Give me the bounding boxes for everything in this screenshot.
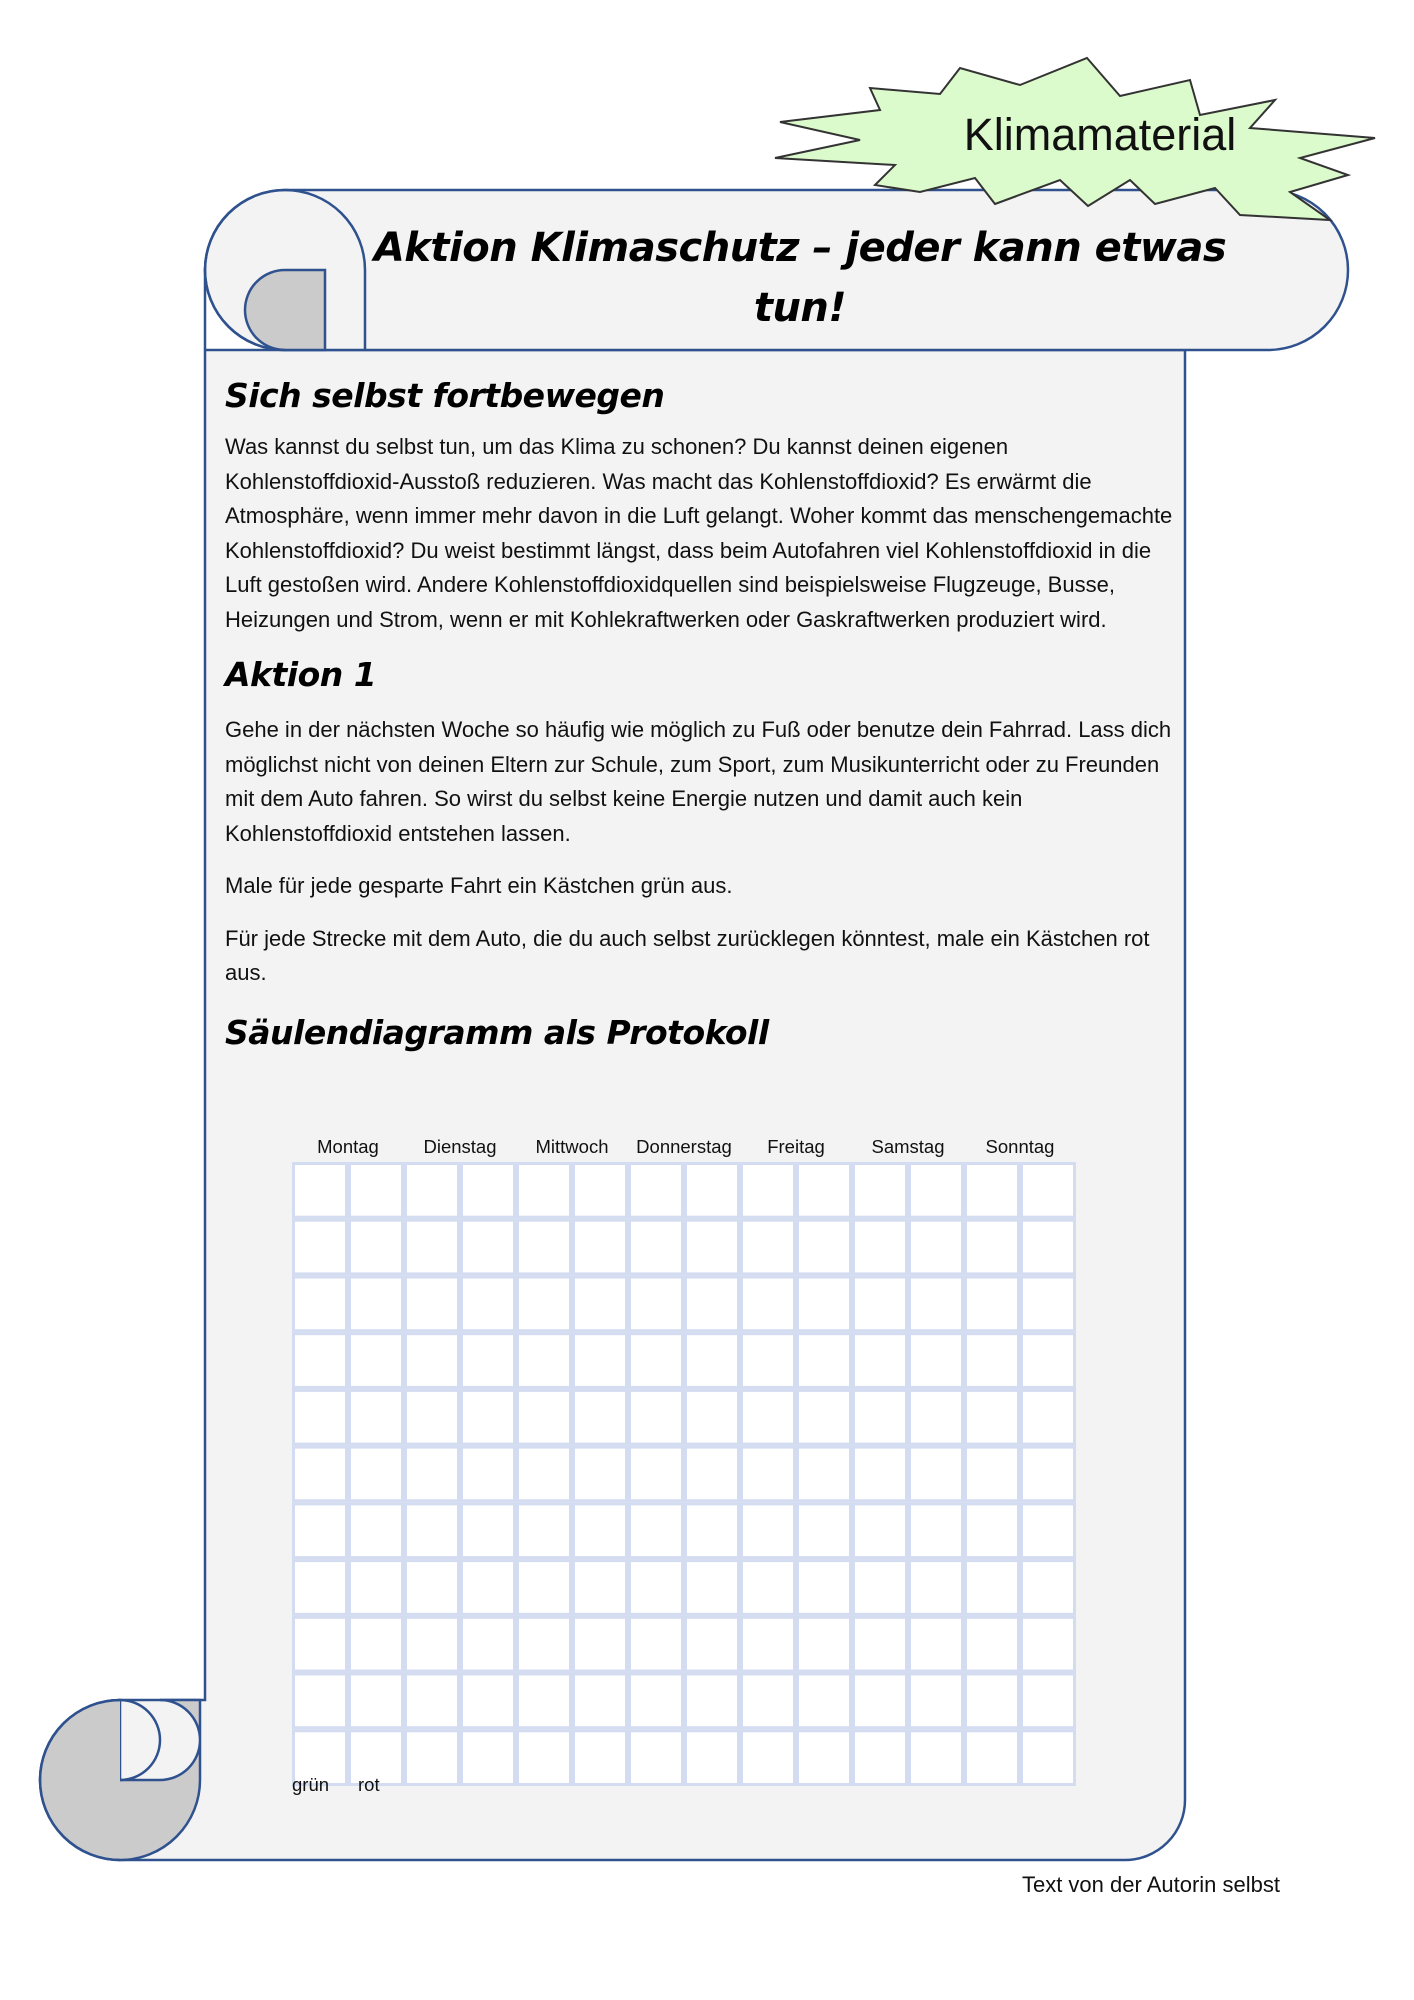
- grid-cell[interactable]: [1022, 1334, 1075, 1388]
- grid-cell[interactable]: [910, 1504, 963, 1558]
- grid-cell[interactable]: [854, 1447, 907, 1501]
- grid-cell[interactable]: [686, 1447, 739, 1501]
- grid-cell[interactable]: [910, 1617, 963, 1671]
- grid-cell[interactable]: [798, 1390, 851, 1444]
- grid-cell[interactable]: [966, 1334, 1019, 1388]
- grid-cell[interactable]: [686, 1220, 739, 1274]
- day-label-monday: Montag: [317, 1136, 379, 1157]
- grid-cell[interactable]: [574, 1674, 627, 1728]
- grid-cell[interactable]: [630, 1334, 683, 1388]
- grid-cell[interactable]: [462, 1561, 515, 1615]
- grid-cell[interactable]: [798, 1334, 851, 1388]
- grid-cell[interactable]: [630, 1674, 683, 1728]
- grid-cell[interactable]: [294, 1561, 347, 1615]
- grid-cell[interactable]: [406, 1504, 459, 1558]
- grid-cell[interactable]: [406, 1617, 459, 1671]
- scroll-top-curl: [245, 270, 325, 350]
- grid-cell[interactable]: [406, 1561, 459, 1615]
- grid-cell[interactable]: [854, 1504, 907, 1558]
- grid-cell[interactable]: [686, 1390, 739, 1444]
- grid-cell[interactable]: [294, 1617, 347, 1671]
- grid-cell[interactable]: [686, 1617, 739, 1671]
- grid-cell[interactable]: [966, 1277, 1019, 1331]
- grid-cell[interactable]: [910, 1731, 963, 1785]
- grid-cell[interactable]: [686, 1731, 739, 1785]
- grid-cell[interactable]: [630, 1220, 683, 1274]
- grid-cell[interactable]: [798, 1617, 851, 1671]
- grid-cell[interactable]: [686, 1674, 739, 1728]
- grid-cell[interactable]: [686, 1504, 739, 1558]
- grid-cell[interactable]: [630, 1447, 683, 1501]
- day-label-wednesday: Mittwoch: [535, 1136, 609, 1157]
- protocol-grid[interactable]: [292, 1162, 1076, 1786]
- grid-cell[interactable]: [630, 1504, 683, 1558]
- grid-cell[interactable]: [574, 1390, 627, 1444]
- grid-cell[interactable]: [910, 1447, 963, 1501]
- grid-cell[interactable]: [350, 1561, 403, 1615]
- section-heading-fortbewegen: Sich selbst fortbewegen: [225, 376, 665, 415]
- grid-cell[interactable]: [350, 1390, 403, 1444]
- grid-cell[interactable]: [574, 1617, 627, 1671]
- grid-cell[interactable]: [966, 1164, 1019, 1218]
- grid-cell[interactable]: [1022, 1731, 1075, 1785]
- day-label-tuesday: Dienstag: [423, 1136, 497, 1157]
- grid-cell[interactable]: [798, 1164, 851, 1218]
- grid-cell[interactable]: [854, 1164, 907, 1218]
- grid-cell[interactable]: [966, 1674, 1019, 1728]
- grid-cell[interactable]: [910, 1561, 963, 1615]
- grid-cell[interactable]: [798, 1447, 851, 1501]
- author-credit: Text von der Autorin selbst: [1021, 1872, 1280, 1897]
- content-area: [225, 368, 1175, 1061]
- grid-cell[interactable]: [1022, 1674, 1075, 1728]
- intro-paragraph: Was kannst du selbst tun, um das Klima zu schonen? Du kannst deinen eigenen Kohlenstoffdioxid-Ausstoß reduzieren. Was macht das Kohlenstoffdioxid? Es erwärmt die Atmosphäre, wenn immer mehr davon in die Luft gelangt. Woher kommt das menschengemachte Kohlenstoffdioxid? Du weist bestimmt längst, dass beim Autofahren viel Kohlenstoffdioxid in die Luft gestoßen wird. Andere Kohlenstoffdioxidquellen sind beispielsweise Flugzeuge, Busse, Heizungen und Strom, wenn er mit Kohlekraftwerken oder Gaskraftwerken produziert wird.: [225, 434, 1173, 632]
- grid-cell[interactable]: [462, 1164, 515, 1218]
- grid-cell[interactable]: [574, 1334, 627, 1388]
- grid-cell[interactable]: [910, 1164, 963, 1218]
- grid-cell[interactable]: [854, 1390, 907, 1444]
- grid-cell[interactable]: [406, 1390, 459, 1444]
- grid-cell[interactable]: [630, 1731, 683, 1785]
- grid-cell[interactable]: [1022, 1447, 1075, 1501]
- grid-cell[interactable]: [350, 1334, 403, 1388]
- badge-label: Klimamaterial: [963, 109, 1237, 160]
- grid-cell[interactable]: [910, 1390, 963, 1444]
- grid-cell[interactable]: [350, 1277, 403, 1331]
- grid-cell[interactable]: [294, 1220, 347, 1274]
- grid-cell[interactable]: [518, 1561, 571, 1615]
- grid-cell[interactable]: [966, 1504, 1019, 1558]
- grid-cell[interactable]: [350, 1674, 403, 1728]
- grid-cell[interactable]: [406, 1334, 459, 1388]
- grid-cell[interactable]: [294, 1334, 347, 1388]
- grid-cell[interactable]: [574, 1731, 627, 1785]
- grid-cell[interactable]: [630, 1390, 683, 1444]
- section-heading-diagramm: Säulendiagramm als Protokoll: [225, 1012, 769, 1052]
- grid-cell[interactable]: [798, 1731, 851, 1785]
- grid-cell[interactable]: [742, 1731, 795, 1785]
- grid-cell[interactable]: [854, 1617, 907, 1671]
- day-labels: [292, 1136, 1076, 1164]
- grid-cell[interactable]: [294, 1277, 347, 1331]
- day-label-friday: Freitag: [767, 1136, 825, 1157]
- grid-cell[interactable]: [798, 1561, 851, 1615]
- grid-cell[interactable]: [742, 1674, 795, 1728]
- grid-cell[interactable]: [350, 1504, 403, 1558]
- grid-cell[interactable]: [406, 1731, 459, 1785]
- grid-cell[interactable]: [518, 1334, 571, 1388]
- grid-cell[interactable]: [462, 1277, 515, 1331]
- grid-cell[interactable]: [518, 1220, 571, 1274]
- grid-cell[interactable]: [350, 1220, 403, 1274]
- grid-cell[interactable]: [462, 1390, 515, 1444]
- day-label-thursday: Donnerstag: [636, 1136, 732, 1157]
- grid-cell[interactable]: [518, 1164, 571, 1218]
- grid-cell[interactable]: [406, 1164, 459, 1218]
- instruction-green: Male für jede gesparte Fahrt ein Kästchen grün aus.: [225, 873, 733, 898]
- grid-cell[interactable]: [854, 1561, 907, 1615]
- grid-cell[interactable]: [910, 1674, 963, 1728]
- grid-cell[interactable]: [742, 1334, 795, 1388]
- grid-cell[interactable]: [462, 1447, 515, 1501]
- grid-cell[interactable]: [742, 1447, 795, 1501]
- grid-cell[interactable]: [518, 1277, 571, 1331]
- grid-cell[interactable]: [574, 1164, 627, 1218]
- grid-cell[interactable]: [742, 1220, 795, 1274]
- grid-cell[interactable]: [1022, 1561, 1075, 1615]
- grid-cell[interactable]: [350, 1617, 403, 1671]
- grid-cell[interactable]: [406, 1674, 459, 1728]
- grid-cell[interactable]: [574, 1220, 627, 1274]
- grid-cell[interactable]: [574, 1447, 627, 1501]
- section-heading-aktion: Aktion 1: [225, 655, 377, 694]
- grid-cell[interactable]: [742, 1561, 795, 1615]
- grid-cell[interactable]: [406, 1447, 459, 1501]
- grid-cell[interactable]: [910, 1220, 963, 1274]
- grid-cell[interactable]: [462, 1674, 515, 1728]
- grid-cell[interactable]: [854, 1674, 907, 1728]
- grid-cell[interactable]: [854, 1277, 907, 1331]
- grid-cell[interactable]: [966, 1561, 1019, 1615]
- grid-cell[interactable]: [294, 1447, 347, 1501]
- grid-cell[interactable]: [1022, 1220, 1075, 1274]
- grid-cell[interactable]: [518, 1731, 571, 1785]
- grid-cell[interactable]: [1022, 1617, 1075, 1671]
- grid-cell[interactable]: [462, 1617, 515, 1671]
- grid-cell[interactable]: [574, 1561, 627, 1615]
- grid-cell[interactable]: [910, 1334, 963, 1388]
- legend-red: rot: [358, 1774, 380, 1795]
- grid-cell[interactable]: [966, 1447, 1019, 1501]
- grid-cell[interactable]: [742, 1164, 795, 1218]
- grid-cell[interactable]: [630, 1617, 683, 1671]
- grid-cell[interactable]: [518, 1504, 571, 1558]
- grid-cell[interactable]: [966, 1617, 1019, 1671]
- grid-cell[interactable]: [686, 1277, 739, 1331]
- grid-cell[interactable]: [462, 1334, 515, 1388]
- grid-cell[interactable]: [518, 1447, 571, 1501]
- grid-cell[interactable]: [462, 1220, 515, 1274]
- grid-cell[interactable]: [462, 1731, 515, 1785]
- day-label-sunday: Sonntag: [985, 1136, 1055, 1157]
- grid-cell[interactable]: [742, 1617, 795, 1671]
- grid-cell[interactable]: [1022, 1390, 1075, 1444]
- grid-cell[interactable]: [630, 1164, 683, 1218]
- grid-cell[interactable]: [574, 1504, 627, 1558]
- grid-cell[interactable]: [686, 1164, 739, 1218]
- grid-cell[interactable]: [1022, 1164, 1075, 1218]
- grid-cell[interactable]: [1022, 1277, 1075, 1331]
- grid-cell[interactable]: [966, 1220, 1019, 1274]
- grid-cell[interactable]: [742, 1277, 795, 1331]
- grid-cell[interactable]: [798, 1277, 851, 1331]
- grid-cell[interactable]: [294, 1390, 347, 1444]
- instruction-red: Für jede Strecke mit dem Auto, die du auch selbst zurücklegen könntest, male ein Kästchen rot aus.: [225, 925, 1150, 985]
- grid-cell[interactable]: [966, 1390, 1019, 1444]
- grid-cell[interactable]: [966, 1731, 1019, 1785]
- grid-cell[interactable]: [854, 1334, 907, 1388]
- grid-cell[interactable]: [406, 1220, 459, 1274]
- grid-cell[interactable]: [294, 1164, 347, 1218]
- grid-cell[interactable]: [686, 1561, 739, 1615]
- grid-cell[interactable]: [742, 1390, 795, 1444]
- grid-cell[interactable]: [686, 1334, 739, 1388]
- grid-cell[interactable]: [630, 1277, 683, 1331]
- grid-cell[interactable]: [798, 1504, 851, 1558]
- grid-cell[interactable]: [518, 1674, 571, 1728]
- grid-cell[interactable]: [294, 1504, 347, 1558]
- grid-cell[interactable]: [294, 1674, 347, 1728]
- day-label-saturday: Samstag: [871, 1136, 945, 1157]
- grid-cell[interactable]: [518, 1617, 571, 1671]
- legend-green: grün: [292, 1774, 330, 1795]
- grid-cell[interactable]: [798, 1220, 851, 1274]
- grid-cell[interactable]: [742, 1504, 795, 1558]
- grid-cell[interactable]: [630, 1561, 683, 1615]
- grid-cell[interactable]: [798, 1674, 851, 1728]
- grid-cell[interactable]: [854, 1220, 907, 1274]
- grid-cell[interactable]: [854, 1731, 907, 1785]
- aktion-paragraph: Gehe in der nächsten Woche so häufig wie möglich zu Fuß oder benutze dein Fahrrad. Lass dich möglichst nicht von deinen Eltern zur Schule, zum Sport, zum Musikunterricht oder zu Freunden mit dem Auto fahren. So wirst du selbst keine Energie nutzen und damit auch kein Kohlenstoffdioxid entstehen lassen.: [225, 717, 1172, 846]
- grid-cell[interactable]: [910, 1277, 963, 1331]
- grid-cell[interactable]: [406, 1277, 459, 1331]
- grid-cell[interactable]: [350, 1164, 403, 1218]
- grid-cell[interactable]: [350, 1447, 403, 1501]
- grid-cell[interactable]: [574, 1277, 627, 1331]
- grid-cell[interactable]: [518, 1390, 571, 1444]
- grid-cell[interactable]: [462, 1504, 515, 1558]
- grid-cell[interactable]: [1022, 1504, 1075, 1558]
- page-title: Aktion Klimaschutz – jeder kann etwas tun!: [373, 225, 1227, 331]
